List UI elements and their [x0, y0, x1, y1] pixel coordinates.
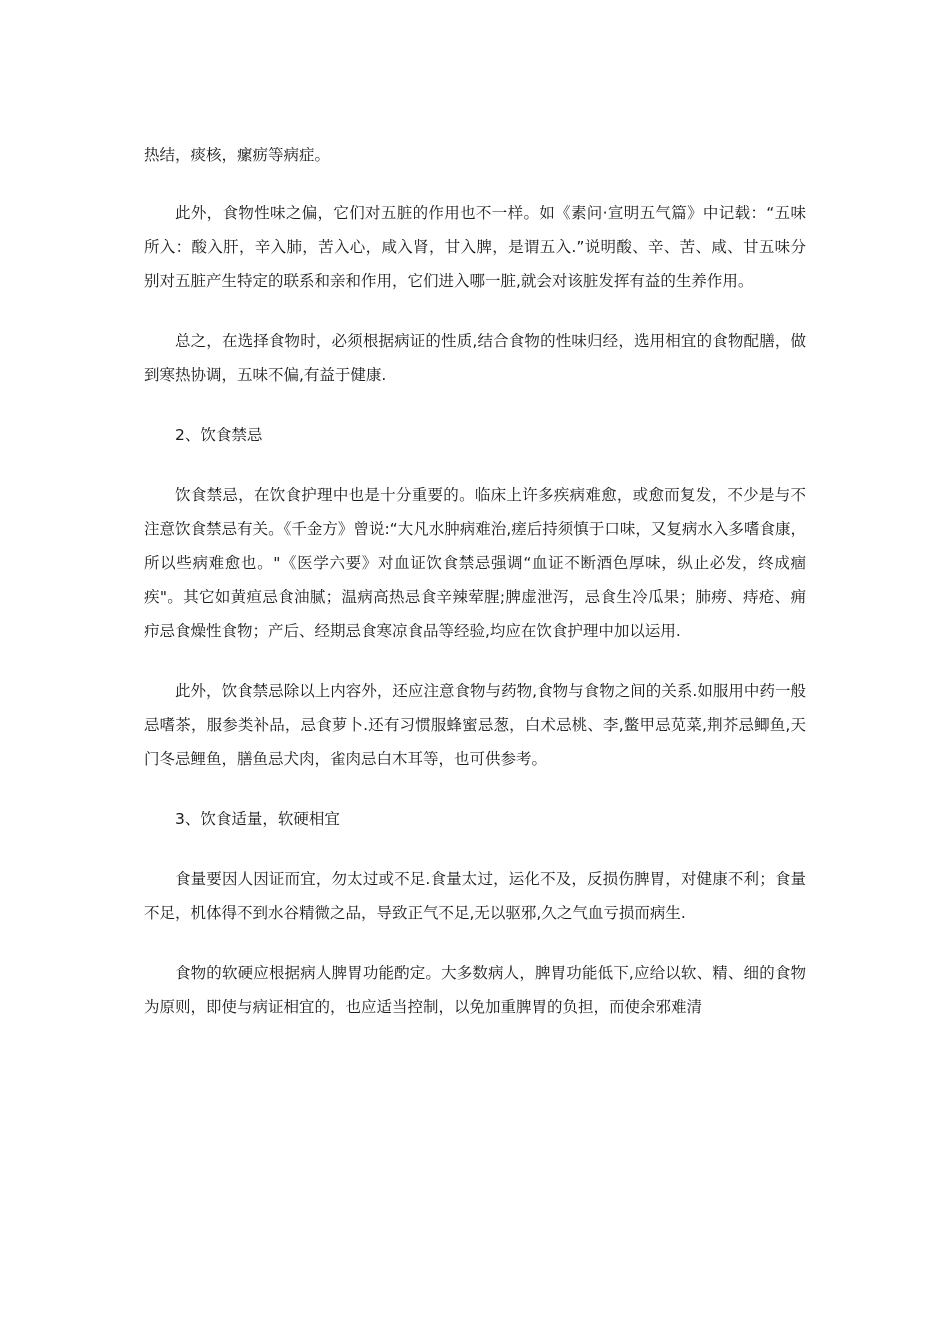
paragraph-summary: 总之，在选择食物时，必须根据病证的性质,结合食物的性味归经，选用相宜的食物配膳，做到寒热协调，五味不偏,有益于健康. — [144, 332, 806, 384]
paragraph-food-texture: 食物的软硬应根据病人脾胃功能酌定。大多数病人，脾胃功能低下,应给以软、精、细的食物为原则，即使与病证相宜的，也应适当控制，以免加重脾胃的负担，而使余邪难清 — [144, 964, 806, 1016]
paragraph-diet-taboo: 饮食禁忌，在饮食护理中也是十分重要的。临床上许多疾病难愈，或愈而复发，不少是与不注意饮食禁忌有关。《千金方》曾说:“大凡水肿病难治,瘥后持须慎于口味，又复病水入多嗜食康，所以些病难愈也。"《医学六要》对血证饮食禁忌强调“血证不断酒色厚味，纵止必发，终成痼疾"。其它如黄疸忌食油腻；温病高热忌食辛辣荤腥;脾虚泄泻，忌食生冷瓜果；肺痨、痔疮、痈疖忌食燥性食物；产后、经期忌食寒凉食品等经验,均应在饮食护理中加以运用. — [144, 486, 806, 640]
paragraph-five-flavors: 此外，食物性味之偏，它们对五脏的作用也不一样。如《素问·宣明五气篇》中记载：“五味所入：酸入肝，辛入肺，苦入心，咸入肾，甘入脾，是谓五入.”说明酸、辛、苦、咸、甘五味分别对五脏产生特定的联系和亲和作用，它们进入哪一脏,就会对该脏发挥有益的生养作用。 — [144, 204, 806, 290]
document-page — [144, 138, 806, 1050]
paragraph-food-quantity: 食量要因人因证而宜，勿太过或不足.食量太过，运化不及，反损伤脾胃，对健康不利；食量不足，机体得不到水谷精微之品，导致正气不足,无以驱邪,久之气血亏损而病生. — [144, 870, 806, 922]
paragraph-food-drug-relations: 此外，饮食禁忌除以上内容外，还应注意食物与药物,食物与食物之间的关系.如服用中药一般忌嗜茶，服参类补品，忌食萝卜.还有习惯服蜂蜜忌葱，白术忌桃、李,鳖甲忌苋菜,荆芥忌鲫鱼,天门冬忌鲤鱼，膳鱼忌犬肉，雀肉忌白木耳等，也可供参考。 — [144, 682, 806, 768]
paragraph-continuation: 热结，痰核，瘰疬等病症。 — [144, 146, 331, 164]
section-heading-moderate-diet: 3、饮食适量，软硬相宜 — [175, 810, 340, 828]
section-heading-diet-taboo: 2、饮食禁忌 — [175, 426, 263, 444]
